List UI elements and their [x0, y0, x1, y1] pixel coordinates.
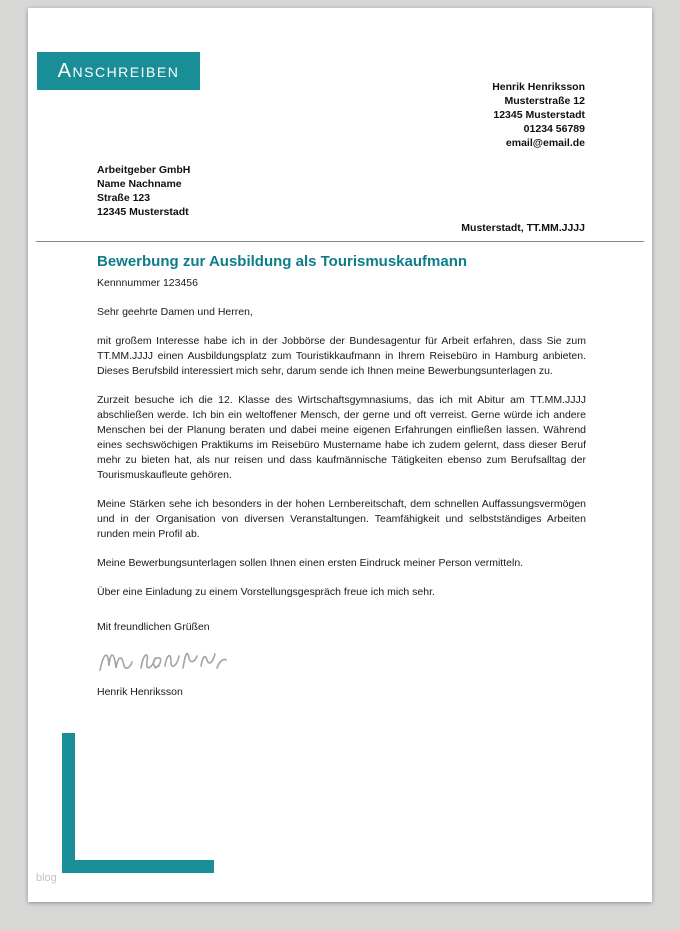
reference-line: Kennnummer 123456	[97, 277, 198, 289]
body-paragraph: Meine Stärken sehe ich besonders in der hohen Lernbereitschaft, dem schnellen Auffassungsvermögen und in der Organisation von diversen Veranstaltungen. Teamfähigkeit und selbstständiges Arbeiten runden mein Profil ab.	[97, 498, 586, 540]
sender-phone: 01234 56789	[523, 123, 585, 135]
sender-street: Musterstraße 12	[504, 95, 585, 107]
letter-body	[97, 305, 586, 700]
salutation: Sehr geehrte Damen und Herren,	[97, 306, 253, 318]
recipient-address	[97, 163, 190, 219]
body-paragraph: Meine Bewerbungsunterlagen sollen Ihnen einen ersten Eindruck meiner Person vermitteln.	[97, 557, 524, 569]
recipient-city: 12345 Musterstadt	[97, 206, 189, 218]
signature-image	[97, 643, 229, 681]
sender-name: Henrik Henriksson	[492, 81, 585, 93]
signature-name: Henrik Henriksson	[97, 686, 183, 698]
accent-corner-horizontal-bar	[62, 860, 214, 873]
blog-watermark: blog	[36, 872, 57, 884]
subject-line: Bewerbung zur Ausbildung als Tourismuskaufmann	[97, 253, 468, 270]
header-divider	[36, 241, 644, 242]
recipient-street: Straße 123	[97, 192, 151, 204]
closing-line: Mit freundlichen Grüßen	[97, 621, 210, 633]
badge-label: ANSCHREIBEN	[57, 60, 180, 82]
date-line: Musterstadt, TT.MM.JJJJ	[461, 222, 585, 234]
anschreiben-badge	[37, 52, 200, 90]
sender-address	[492, 80, 585, 150]
recipient-company: Arbeitgeber GmbH	[97, 164, 191, 176]
letter-page	[28, 8, 652, 902]
sender-city: 12345 Musterstadt	[493, 109, 585, 121]
sender-email: email@email.de	[505, 137, 585, 149]
accent-corner-vertical-bar	[62, 733, 75, 873]
recipient-name: Name Nachname	[97, 178, 182, 190]
body-paragraph: Über eine Einladung zu einem Vorstellungsgespräch freue ich mich sehr.	[97, 586, 435, 598]
body-paragraph: mit großem Interesse habe ich in der Jobbörse der Bundesagentur für Arbeit erfahren, dass Sie zum TT.MM.JJJJ einen Ausbildungsplatz zum Touristikkaufmann in Ihrem Reisebüro in Hamburg anbieten. Dieses Berufsbild interessiert mich sehr, darum sende ich Ihnen meine Bewerbungsunterlagen zu.	[97, 335, 586, 377]
body-paragraph: Zurzeit besuche ich die 12. Klasse des Wirtschaftsgymnasiums, das ich mit Abitur am TT.MM.JJJJ abschließen werde. Ich bin ein weltoffener Mensch, der gerne und oft verreist. Gerne würde ich andere Menschen bei der Planung beraten und dabei meine eigenen Erfahrungen einfließen lassen. Während eines sechswöchigen Praktikums im Reisebüro Mustername habe ich zudem gelernt, dass dieser Beruf mehr zu bieten hat, als nur reisen und dass kaufmännische Tätigkeiten ebenso zum Berufsalltag der Tourismuskaufleute gehören.	[97, 394, 586, 481]
